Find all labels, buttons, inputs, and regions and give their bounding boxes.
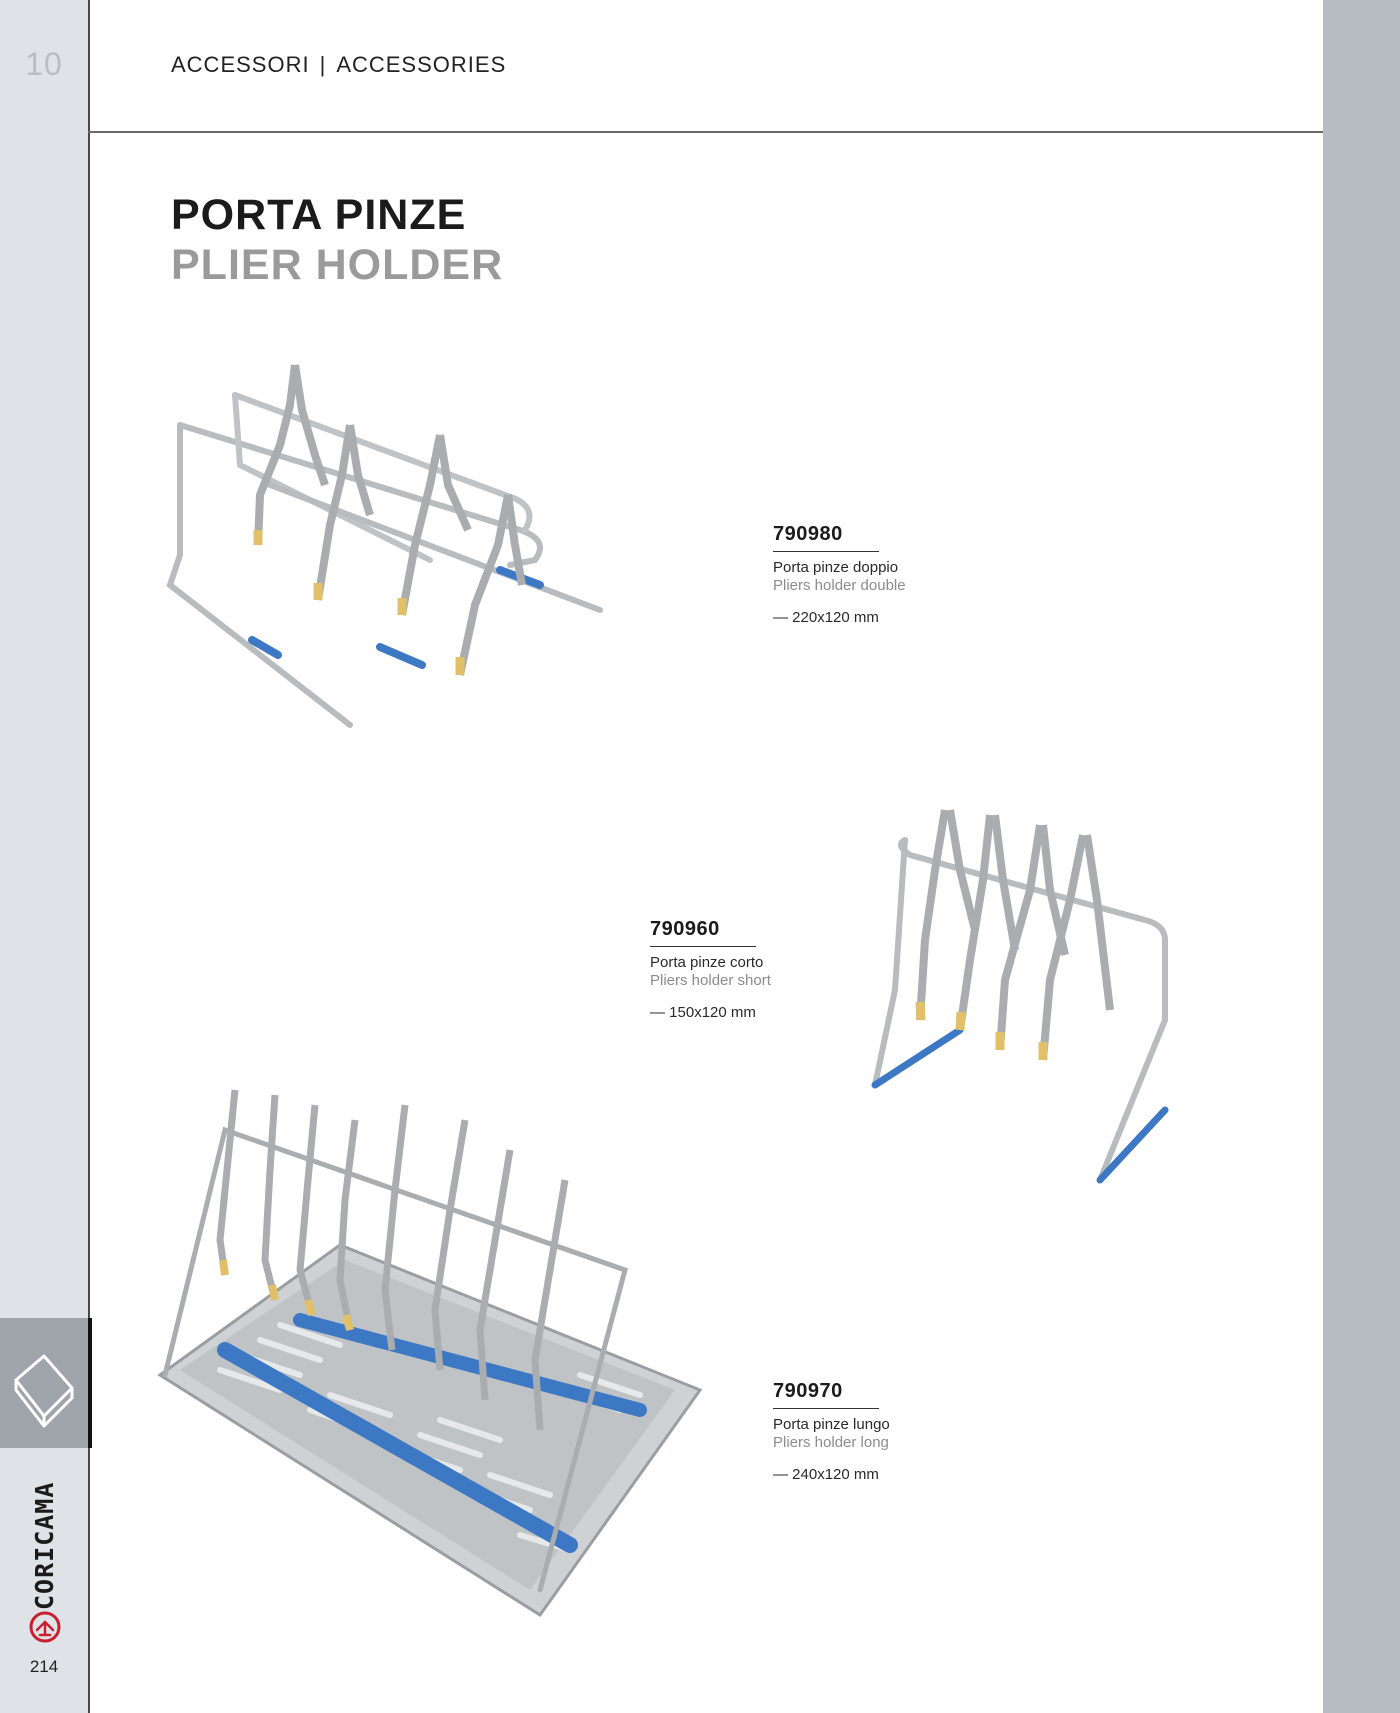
product-name-en: Pliers holder double [773, 577, 906, 594]
sidebar-divider [88, 0, 90, 1713]
pliers-group [920, 810, 1110, 1060]
product-image-long-holder [140, 1070, 710, 1630]
section-separator: | [319, 52, 327, 77]
product-name-en: Pliers holder long [773, 1434, 889, 1451]
left-sidebar [0, 0, 88, 1713]
section-title-en: ACCESSORIES [336, 52, 507, 77]
icon-box-edge [88, 1318, 92, 1448]
product-name-it: Porta pinze lungo [773, 1416, 890, 1433]
product-790980 [773, 523, 906, 626]
brand-logo-icon [28, 1610, 62, 1644]
product-code: 790980 [773, 523, 879, 552]
brand-name: CORICAMA [30, 1481, 59, 1610]
chapter-number: 10 [25, 46, 63, 82]
brand-wordmark [22, 1468, 68, 1618]
page-title-it: PORTA PINZE [171, 191, 467, 239]
page-number: 214 [29, 1657, 59, 1676]
product-name-it: Porta pinze corto [650, 954, 764, 971]
section-title [171, 52, 506, 78]
product-dimensions: — 240x120 mm [773, 1466, 879, 1483]
product-code: 790960 [650, 918, 756, 947]
product-code: 790970 [773, 1380, 879, 1409]
product-name-it: Porta pinze doppio [773, 559, 899, 576]
product-image-double-holder [130, 345, 620, 795]
accessory-box-icon [0, 1318, 88, 1448]
product-dimensions: — 150x120 mm [650, 1004, 756, 1021]
product-790960 [650, 918, 771, 1021]
chapter-icon-box [0, 1318, 90, 1448]
page-title-en: PLIER HOLDER [171, 241, 504, 289]
product-image-short-holder [865, 780, 1185, 1190]
right-margin-bar [1323, 0, 1400, 1713]
product-dimensions: — 220x120 mm [773, 609, 879, 626]
product-name-en: Pliers holder short [650, 972, 771, 989]
header-divider [88, 131, 1323, 133]
section-title-it: ACCESSORI [171, 52, 310, 77]
product-790970 [773, 1380, 890, 1483]
